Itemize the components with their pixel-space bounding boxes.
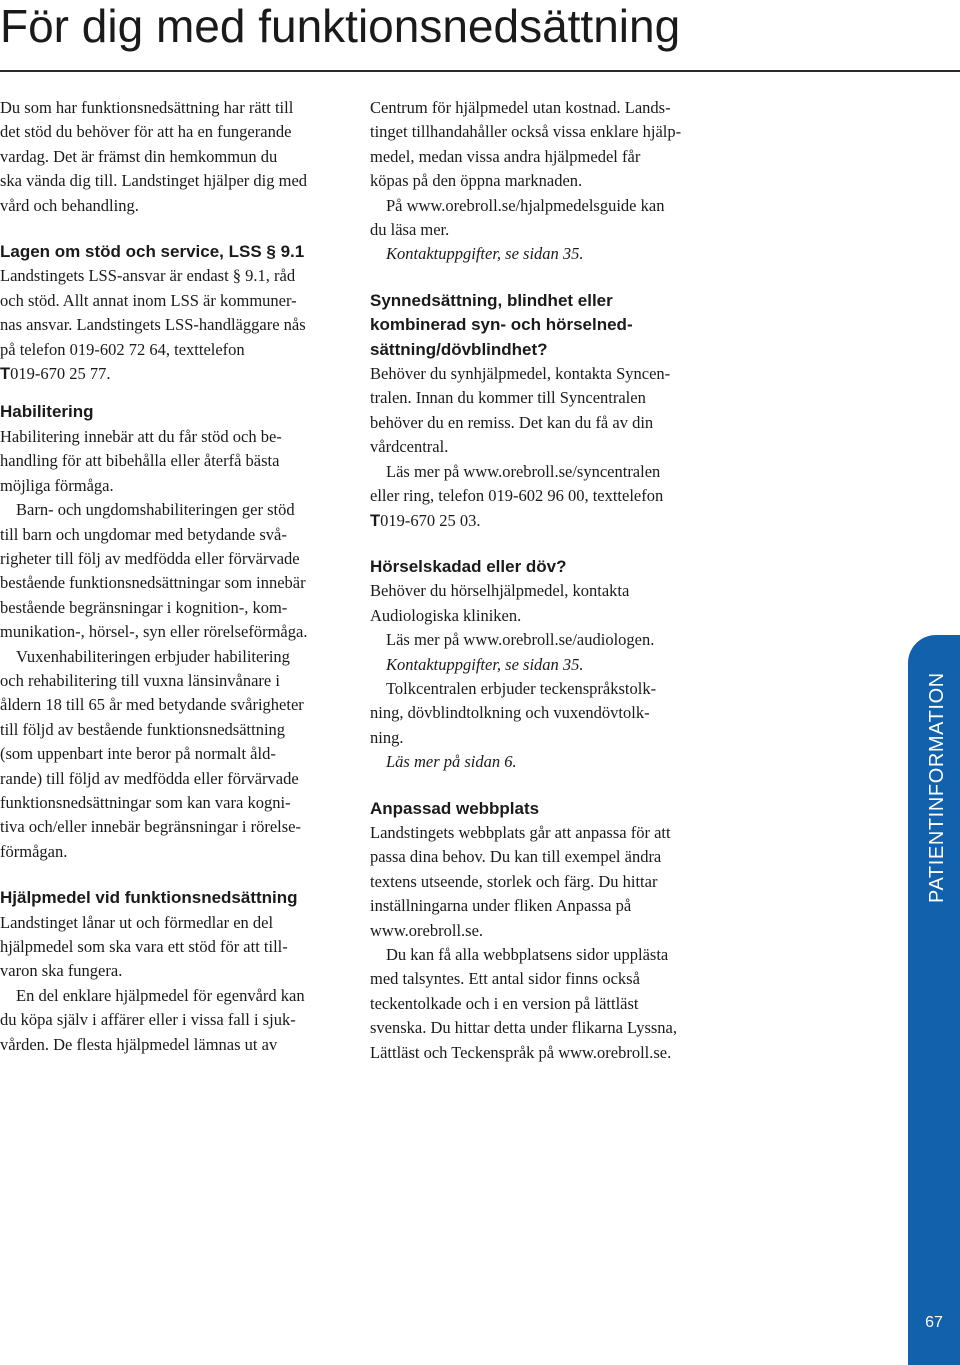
hjalpmedel-paragraph-1: Landstinget lånar ut och förmedlar en del hjälpmedel som ska vara ett stöd för att till- varon ska fungera. [0,912,288,981]
habilitering-paragraph-1: Habilitering innebär att du får stöd och be- handling för att bibehålla eller återfå bästa möjliga förmåga. [0,426,282,495]
synnedsattning-paragraph-2 [370,460,715,533]
tolkcentralen-reference: Läs mer på sidan 6. [386,752,517,772]
hjalpmedelsguide-link-text: På www.orebroll.se/hjalpmedelsguide kan du läsa mer. [370,195,665,240]
texttelefon-mark: T [0,365,11,384]
tolkcentralen-paragraph: Tolkcentralen erbjuder teckenspråkstolk- ning, dövblindtolkning och vuxendövtolk- ning. [370,678,657,747]
hjalpmedel-continued: Centrum för hjälpmedel utan kostnad. Lands- tinget tillhandahåller också vissa enklare hjälp- medel, medan vissa andra hjälpmedel får köpas på den öppna marknaden. [370,98,682,191]
hjalpmedel-contact-reference: Kontaktuppgifter, se sidan 35. [386,244,584,264]
habilitering-paragraph-3: Vuxenhabiliteringen erbjuder habilitering och rehabilitering till vuxna länsinvånare i åldern 18 till 65 år med betydande svårigheter till följd av bestående funktionsnedsättning (som uppenbart inte beror på normalt åld- rande) till följd av medfödda eller förvärvade funktionsnedsättningar som kan vara kogni- tiva och/eller innebär begränsningar i rörelse- förmågan. [0,646,304,861]
left-column [0,96,345,1057]
lss-paragraph [0,264,345,386]
hjalpmedel-heading: Hjälpmedel vid funktionsnedsättning [0,888,298,908]
page-number: 67 [925,1314,943,1331]
lss-body: Landstingets LSS-ansvar är endast § 9.1, råd och stöd. Allt annat inom LSS är kommuner- nas ansvar. Landstingets LSS-handläggare nås på telefon 019-602 72 64, texttelefon [0,266,306,359]
synnedsattning-paragraph-1: Behöver du synhjälpmedel, kontakta Syncen- tralen. Innan du kommer till Syncentralen behöver du en remiss. Det kan du få av din vårdcentral. [370,364,671,457]
title-rule [0,70,960,72]
habilitering-heading: Habilitering [0,402,94,422]
right-column [370,96,715,1065]
lss-texttelefon-number: 019-670 25 77. [10,364,111,384]
webbplats-paragraph-1: Landstingets webbplats går att anpassa för att passa dina behov. Du kan till exempel ändra textens utseende, storlek och färg. Du hittar inställningarna under fliken Anpassa på www.orebroll.se. [370,822,671,940]
horselskadad-paragraph: Behöver du hörselhjälpmedel, kontakta Audiologiska kliniken. [370,581,630,625]
side-tab-label: PATIENTINFORMATION [926,672,948,903]
intro-paragraph: Du som har funktionsnedsättning har rätt till det stöd du behöver för att ha en fungerande vardag. Det är främst din hemkommun du ska vända dig till. Landstinget hjälper dig med vård och behandling. [0,98,308,215]
texttelefon-mark: T [370,511,381,530]
lss-heading: Lagen om stöd och service, LSS § 9.1 [0,242,305,262]
syncentralen-texttelefon-number: 019-670 25 03. [380,510,481,530]
horsel-contact-reference: Kontaktuppgifter, se sidan 35. [386,654,584,674]
audiologen-link-text: Läs mer på www.orebroll.se/audiologen. [386,630,655,650]
habilitering-paragraph-2: Barn- och ungdomshabiliteringen ger stöd till barn och ungdomar med betydande svå- righeter till följ av medfödda eller förvärvade bestående funktionsnedsättningar som innebär bestående begränsningar i kognition-, kom- munikation-, hörsel-, syn eller rörelseförmåga. [0,500,308,642]
webbplats-paragraph-2: Du kan få alla webbplatsens sidor upplästa med talsyntes. Ett antal sidor finns också teckentolkade och i en version på lättläst svenska. Du hittar detta under flikarna Lyssna, Lättläst och Teckenspråk på www.orebroll.se. [370,945,677,1062]
hjalpmedel-paragraph-2: En del enklare hjälpmedel för egenvård kan du köpa själv i affärer eller i vissa fall i sjuk- vården. De flesta hjälpmedel lämnas ut av [0,985,305,1054]
syncentralen-text: Läs mer på www.orebroll.se/syncentralen eller ring, telefon 019-602 96 00, texttelefon [370,461,664,506]
page-title: För dig med funktionsnedsättning [0,0,681,52]
anpassad-webbplats-heading: Anpassad webbplats [370,798,540,818]
synnedsattning-heading: Synnedsättning, blindhet eller kombinerad syn- och hörselned- sättning/dövblindhet? [370,290,633,359]
horselskadad-heading: Hörselskadad eller döv? [370,556,567,576]
